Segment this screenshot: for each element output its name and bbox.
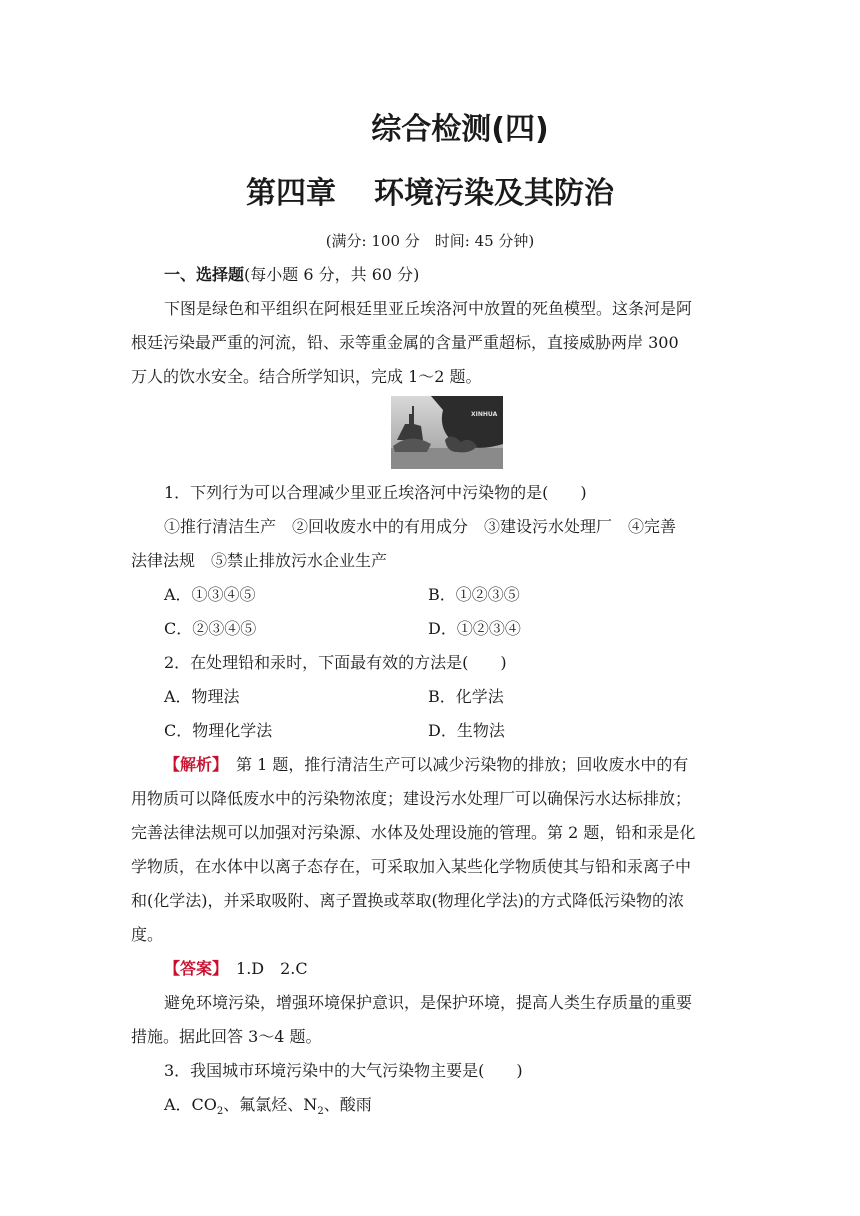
analysis-line-3: 完善法律法规可以加强对污染源、水体及处理设施的管理。第 2 题，铅和汞是化 bbox=[131, 823, 696, 842]
chapter-number: 第四章 bbox=[246, 176, 336, 211]
section-note: (每小题 6 分，共 60 分) bbox=[244, 265, 420, 284]
analysis-line-2: 用物质可以降低废水中的污染物浓度；建设污水处理厂可以确保污水达标排放； bbox=[131, 789, 692, 808]
analysis-text-1: 第 1 题，推行清洁生产可以减少污染物的排放；回收废水中的有 bbox=[220, 755, 689, 774]
chapter-title bbox=[0, 168, 860, 212]
q3-stem: 3．我国城市环境污染中的大气污染物主要是( ) bbox=[164, 1061, 523, 1080]
photo-watermark: XINHUA bbox=[471, 411, 498, 418]
intro-line-2: 根廷污染最严重的河流，铅、汞等重金属的含量严重超标，直接威胁两岸 300 bbox=[131, 333, 679, 352]
page-title: 综合检测(四) bbox=[371, 112, 549, 147]
q3-option-a-part: 、酸雨 bbox=[323, 1095, 372, 1114]
analysis-line-4: 学物质，在水体中以离子态存在，可采取加入某些化学物质使其与铅和汞离子中 bbox=[131, 857, 692, 876]
q2-option-d: D．生物法 bbox=[428, 721, 505, 740]
q2-option-a: A．物理法 bbox=[164, 687, 240, 706]
analysis-line-6: 度。 bbox=[131, 925, 164, 944]
analysis-line-5: 和(化学法)，并采取吸附、离子置换或萃取(物理化学法)的方式降低污染物的浓 bbox=[131, 891, 684, 910]
section-title: 一、选择题 bbox=[164, 265, 245, 284]
q1-option-b: B．①②③⑤ bbox=[428, 585, 520, 604]
q3-option-a-sub: 2 bbox=[317, 1106, 324, 1118]
q2-option-row-1 bbox=[164, 680, 764, 714]
q1-option-a: A．①③④⑤ bbox=[164, 585, 256, 604]
answer-tag: 【答案】 bbox=[164, 959, 221, 978]
answer-text: 1.D 2.C bbox=[220, 959, 308, 978]
score-info: (满分: 100 分 时间: 45 分钟) bbox=[325, 232, 535, 250]
q2-stem: 2．在处理铅和汞时，下面最有效的方法是( ) bbox=[164, 653, 507, 672]
q1-stem: 1．下列行为可以合理减少里亚丘埃洛河中污染物的是( ) bbox=[164, 483, 587, 502]
q1-option-d: D．①②③④ bbox=[428, 619, 521, 638]
chapter-name: 环境污染及其防治 bbox=[374, 176, 614, 211]
section-heading bbox=[164, 258, 764, 292]
q2-option-row-2 bbox=[164, 714, 764, 748]
analysis-line-1 bbox=[164, 748, 764, 782]
intro-line-1: 下图是绿色和平组织在阿根廷里亚丘埃洛河中放置的死鱼模型。这条河是阿 bbox=[164, 299, 693, 318]
q2-option-b: B．化学法 bbox=[428, 687, 504, 706]
intro2-line-1: 避免环境污染，增强环境保护意识，是保护环境，提高人类生存质量的重要 bbox=[164, 993, 693, 1012]
dead-fish-model-photo bbox=[391, 396, 503, 469]
q3-option-a-part: A．CO bbox=[164, 1095, 217, 1114]
q1-option-row-2 bbox=[164, 612, 764, 646]
q1-option-row-1 bbox=[164, 578, 764, 612]
q3-option-a bbox=[164, 1088, 764, 1129]
q1-items-line-1: ①推行清洁生产 ②回收废水中的有用成分 ③建设污水处理厂 ④完善 bbox=[164, 517, 677, 536]
intro-line-3: 万人的饮水安全。结合所学知识，完成 1～2 题。 bbox=[131, 367, 482, 386]
analysis-tag: 【解析】 bbox=[164, 755, 221, 774]
q3-option-a-part: 、氟氯烃、N bbox=[223, 1095, 318, 1114]
q3-option-a-sub: 2 bbox=[216, 1106, 224, 1118]
photo-illustration bbox=[391, 396, 503, 469]
q1-items-line-2: 法律法规 ⑤禁止排放污水企业生产 bbox=[131, 551, 388, 570]
q2-option-c: C．物理化学法 bbox=[164, 721, 273, 740]
intro2-line-2: 措施。据此回答 3～4 题。 bbox=[131, 1027, 322, 1046]
q1-option-c: C．②③④⑤ bbox=[164, 619, 257, 638]
answer-line bbox=[164, 952, 764, 986]
